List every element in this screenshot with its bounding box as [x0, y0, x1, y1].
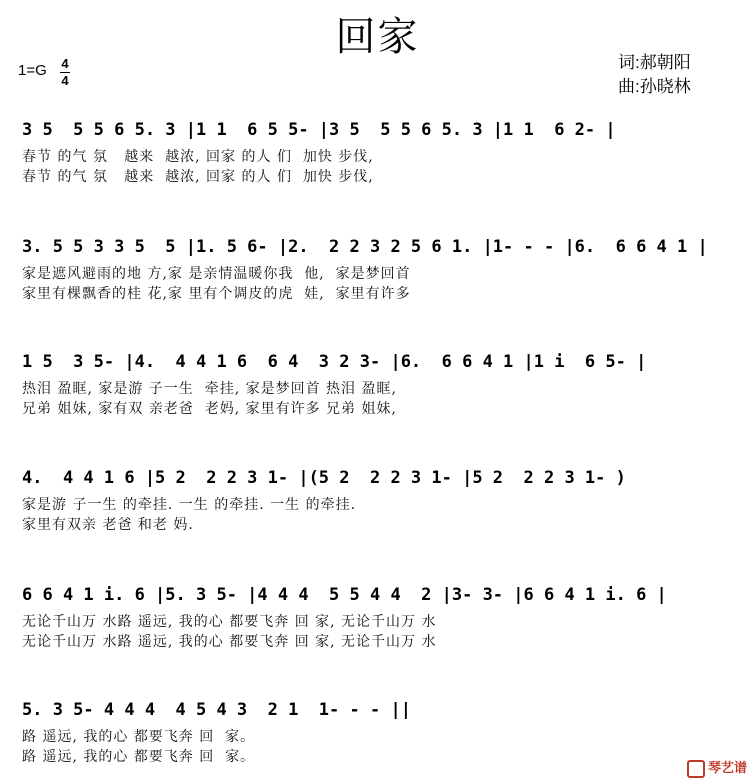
- site-watermark: [687, 757, 747, 778]
- notation-line: 3. 5 5 3 3 5 5 |1. 5 6- |2. 2 2 3 2 5 6 1. |1- - - |6. 6 6 4 1 |: [22, 237, 708, 257]
- time-signature-top: 4: [61, 56, 69, 71]
- score-row-5: [22, 585, 742, 651]
- lyricist-credit: 词:郝朝阳: [618, 53, 691, 72]
- lyric-verse-1: 春节 的气 氛 越来 越浓, 回家 的人 们 加快 步伐,: [22, 149, 374, 165]
- score-row-3: [22, 352, 742, 418]
- time-signature: [60, 56, 70, 89]
- key-signature: 1=G: [18, 62, 47, 79]
- lyric-verse-2: 家里有棵飘香的桂 花,家 里有个调皮的虎 娃, 家里有许多: [22, 286, 411, 302]
- lyric-verse-2: 春节 的气 氛 越来 越浓, 回家 的人 们 加快 步伐,: [22, 169, 374, 185]
- notation-line: 1 5 3 5- |4. 4 4 1 6 6 4 3 2 3- |6. 6 6 4 1 |1 i 6 5- |: [22, 352, 647, 372]
- notation-line: 6 6 4 1 i. 6 |5. 3 5- |4 4 4 5 5 4 4 2 |3- 3- |6 6 4 1 i. 6 |: [22, 585, 667, 605]
- lyric-verse-1: 家是遮风避雨的地 方,家 是亲情温暖你我 他, 家是梦回首: [22, 266, 411, 282]
- lyric-verse-1: 无论千山万 水路 遥远, 我的心 都要飞奔 回 家, 无论千山万 水: [22, 614, 437, 630]
- time-signature-bottom: 4: [61, 73, 69, 88]
- song-title: 回家: [335, 14, 420, 60]
- score-row-1: [22, 120, 742, 186]
- composer-credit: 曲:孙晓林: [618, 77, 691, 96]
- lyric-verse-2: 家里有双亲 老爸 和老 妈.: [22, 517, 194, 533]
- score-row-4: [22, 468, 742, 534]
- lyric-verse-2: 路 遥远, 我的心 都要飞奔 回 家。: [22, 749, 256, 765]
- notation-line: 3 5 5 5 6 5. 3 |1 1 6 5 5- |3 5 5 5 6 5. 3 |1 1 6 2- |: [22, 120, 616, 140]
- notation-line: 4. 4 4 1 6 |5 2 2 2 3 1- |(5 2 2 2 3 1- |5 2 2 2 3 1- ): [22, 468, 626, 488]
- notation-line: 5. 3 5- 4 4 4 4 5 4 3 2 1 1- - - ||: [22, 700, 411, 720]
- lyric-verse-1: 路 遥远, 我的心 都要飞奔 回 家。: [22, 729, 256, 745]
- lyric-verse-1: 家是游 子一生 的牵挂. 一生 的牵挂. 一生 的牵挂.: [22, 497, 357, 513]
- lyric-verse-1: 热泪 盈眶, 家是游 子一生 牵挂, 家是梦回首 热泪 盈眶,: [22, 381, 397, 397]
- logo-icon: [687, 760, 705, 778]
- score-row-6: [22, 700, 742, 766]
- lyric-verse-2: 兄弟 姐妹, 家有双 亲老爸 老妈, 家里有许多 兄弟 姐妹,: [22, 401, 397, 417]
- score-row-2: [22, 237, 742, 303]
- watermark-text: 琴艺谱: [707, 760, 747, 776]
- lyric-verse-2: 无论千山万 水路 遥远, 我的心 都要飞奔 回 家, 无论千山万 水: [22, 634, 437, 650]
